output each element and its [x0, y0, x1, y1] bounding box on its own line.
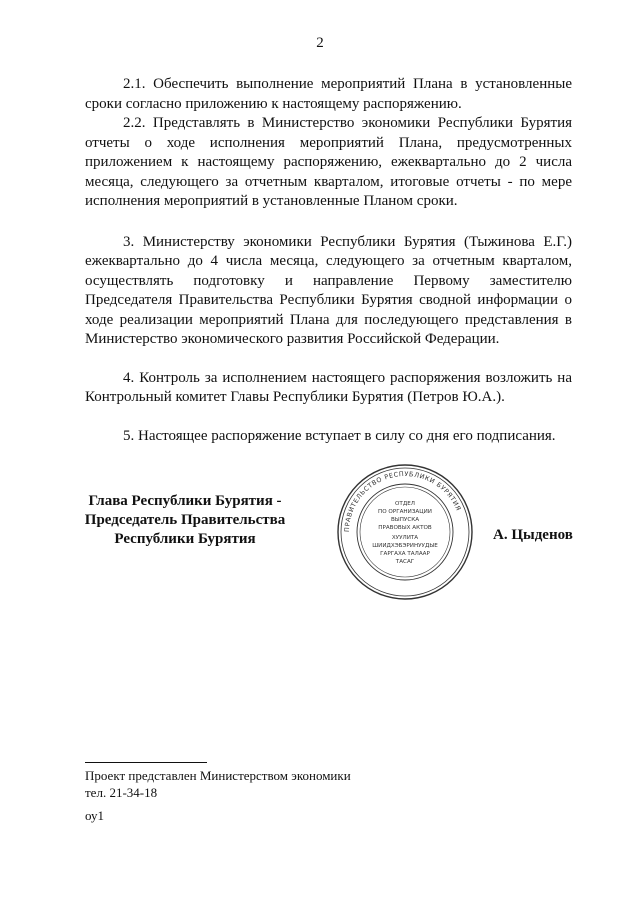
- paragraph-3: 3. Министерству экономики Республики Бурятия (Тыжинова Е.Г.) ежеквартально до 4 числа месяца, следующего за отчетным кварталом, осуществлять подготовку и направление Первому заместителю Председателя Правительства Республики Бурятия сводной информации о ходе реализации мероприятий Плана для последующего представления в Министерство экономического развития Российской Федерации.: [85, 233, 572, 347]
- footnote-prepared-by: Проект представлен Министерством экономики: [85, 768, 351, 783]
- signature-title: [70, 492, 300, 549]
- stamp-line: ПРАВОВЫХ АКТОВ: [378, 525, 432, 531]
- paragraph-2-2: 2.2. Представлять в Министерство экономики Республики Бурятия отчеты о ходе исполнения мероприятий Плана, предусмотренных приложением к настоящему распоряжению, ежеквартально до 2 числа месяца, следующего за отчетным кварталом, итоговые отчеты - по мере исполнения мероприятий в установленные Планом сроки.: [85, 115, 572, 209]
- stamp-line: ОТДЕЛ: [395, 501, 415, 507]
- stamp-line: ГАРГАХА ТАЛААР: [380, 551, 430, 557]
- signature-title-line2: Председатель Правительства: [84, 512, 286, 528]
- signature-title-line3: Республики Бурятия: [114, 531, 256, 547]
- footnote-phone: тел. 21-34-18: [85, 785, 158, 800]
- paragraph-4: 4. Контроль за исполнением настоящего распоряжения возложить на Контрольный комитет Главы Республики Бурятия (Петров Ю.А.).: [85, 369, 572, 405]
- footnote: [85, 767, 351, 801]
- page-number: 2: [316, 35, 324, 51]
- signatory-name: А. Цыденов: [493, 527, 573, 543]
- document-body: [85, 75, 572, 446]
- footnote-divider: [85, 762, 207, 763]
- official-stamp: [336, 463, 474, 601]
- stamp-line: ПО ОРГАНИЗАЦИИ: [378, 509, 432, 515]
- document-code: оу1: [85, 808, 105, 823]
- paragraph-5: 5. Настоящее распоряжение вступает в силу со дня его подписания.: [123, 427, 556, 444]
- paragraph-2-1: 2.1. Обеспечить выполнение мероприятий Плана в установленные сроки согласно приложению к настоящему распоряжению.: [85, 76, 572, 112]
- stamp-ring-text: ПРАВИТЕЛЬСТВО РЕСПУБЛИКИ БУРЯТИЯ: [342, 469, 463, 533]
- stamp-line: ВЫПУСКА: [390, 517, 420, 523]
- stamp-line: ШИИДХЭБЭРИНУУДЫЕ: [372, 543, 438, 549]
- stamp-line: ХУУЛИТА: [391, 535, 419, 541]
- stamp-line: ТАСАГ: [395, 559, 415, 565]
- signature-title-line1: Глава Республики Бурятия -: [88, 493, 282, 509]
